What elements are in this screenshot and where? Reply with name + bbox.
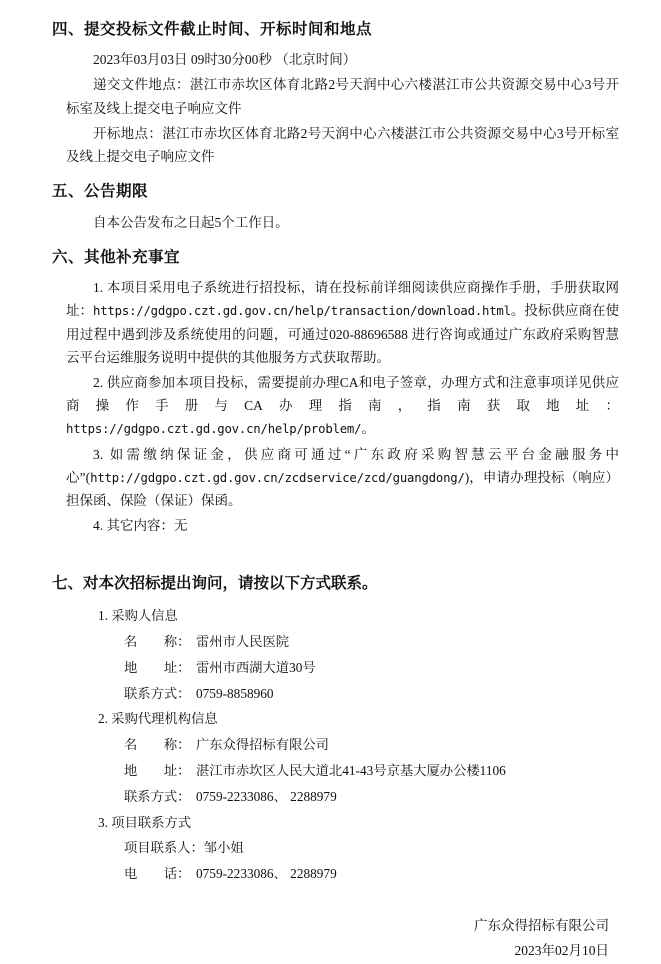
- section-6-item-3-text-a: 3. 如需缴纳保证金，供应商可通过“广东政府采购智慧云平台金融服务中心”(: [66, 446, 619, 485]
- section-7-group-2-row-1: [124, 732, 621, 758]
- section-6-item-4: 4. 其它内容：无: [93, 518, 188, 534]
- section-6-item-3: [66, 443, 619, 513]
- row-label: 电 话：: [124, 865, 191, 881]
- section-5-text: 自本公告发布之日起5个工作日。: [93, 214, 289, 230]
- section-4-open-place: [66, 122, 619, 168]
- row-value: 湛江市赤坎区人民大道北41-43号京基大厦办公楼1106: [196, 762, 506, 778]
- section-6-heading: 六、其他补充事宜: [52, 248, 181, 266]
- section-7-heading: 七、对本次招标提出询问，请按以下方式联系。: [52, 575, 378, 593]
- signature-company: 广东众得招标有限公司: [474, 917, 609, 933]
- section-7-group-3-row-1: [124, 835, 621, 861]
- section-7-group-2-row-3: [124, 784, 621, 810]
- row-value: 雷州市西湖大道30号: [196, 659, 316, 675]
- row-value: 雷州市人民医院: [196, 633, 290, 649]
- section-6-item-2-end: 。: [361, 421, 375, 437]
- section-7-group-1-row-3: [124, 681, 621, 707]
- row-label: 地 址：: [124, 762, 191, 778]
- section-7-group-3-title: 3. 项目联系方式: [98, 814, 192, 830]
- row-label: 联系方式：: [124, 685, 191, 701]
- section-4-deadline: 2023年03月03日 09时30分00秒 （北京时间）: [93, 52, 357, 68]
- section-5-body: [66, 211, 619, 234]
- section-6-item-1-text-b: 。投标供应商在使用过程中遇到涉及系统使用的问题，可通过020-88696588 进行咨询或通过广东政府采购智慧云平台运维服务说明中提供的其他服务方式获取帮助。: [66, 303, 620, 365]
- row-value: 0759-8858960: [196, 685, 274, 701]
- row-value: 邹小姐: [203, 839, 244, 855]
- section-6-item-1: [66, 276, 619, 369]
- row-label: 名 称：: [124, 736, 191, 752]
- row-label: 联系方式：: [124, 788, 191, 804]
- section-6-item-3-text-b: )，申请办理投标（响应）担保函、保险（保证）保函。: [66, 469, 619, 509]
- section-6-item-2-url: https://gdgpo.czt.gd.gov.cn/help/problem/: [66, 422, 362, 437]
- section-6-item-2: [66, 371, 619, 441]
- section-7-group-1-title: 1. 采购人信息: [98, 608, 178, 624]
- section-7-group-1-row-2: [124, 655, 621, 681]
- section-6-item-1-url: https://gdgpo.czt.gd.gov.cn/help/transaction/download.html: [93, 304, 511, 319]
- section-6-item-3-url: http://gdgpo.czt.gd.gov.cn/zcdservice/zcd/guangdong/: [90, 470, 465, 485]
- signature-block: [38, 913, 621, 964]
- section-7-group-2-row-2: [124, 758, 621, 784]
- section-6-body: [66, 276, 619, 537]
- row-value: 0759-2233086、 2288979: [196, 788, 337, 804]
- section-5-heading: 五、公告期限: [52, 183, 149, 201]
- section-4-heading: 四、提交投标文件截止时间、开标时间和地点: [52, 21, 373, 38]
- row-label: 名 称：: [124, 633, 191, 649]
- section-6-item-1-text-a: 1. 本项目采用电子系统进行招投标，请在投标前详细阅读供应商操作手册，手册获取网址：: [66, 280, 619, 319]
- row-value: 广东众得招标有限公司: [196, 736, 329, 752]
- section-6-item-2-text: 2. 供应商参加本项目投标，需要提前办理CA和电子签章，办理方式和注意事项详见供应商操作手册与CA办理指南，指南获取地址：: [66, 374, 619, 414]
- signature-date: 2023年02月10日: [514, 943, 609, 959]
- section-4-submit-place: [66, 73, 619, 119]
- section-7-group-3-row-2: [124, 861, 621, 887]
- row-label: 地 址：: [124, 659, 191, 675]
- section-7-group-2-title: 2. 采购代理机构信息: [98, 711, 218, 727]
- section-4-body: [66, 48, 619, 168]
- row-value: 0759-2233086、 2288979: [196, 865, 337, 881]
- section-7-group-1-row-1: [124, 629, 621, 655]
- section-4-open-place-label: 开标地点：: [93, 125, 163, 141]
- section-4-open-place-value: 湛江市赤坎区体育北路2号天润中心六楼湛江市公共资源交易中心3号开标室及线上提交电子响应文件: [66, 125, 620, 165]
- section-4-submit-place-label: 递交文件地点：: [93, 77, 190, 93]
- row-label: 项目联系人：: [124, 839, 204, 855]
- section-4-submit-place-value: 湛江市赤坎区体育北路2号天润中心六楼湛江市公共资源交易中心3号开标室及线上提交电子响应文件: [66, 77, 620, 116]
